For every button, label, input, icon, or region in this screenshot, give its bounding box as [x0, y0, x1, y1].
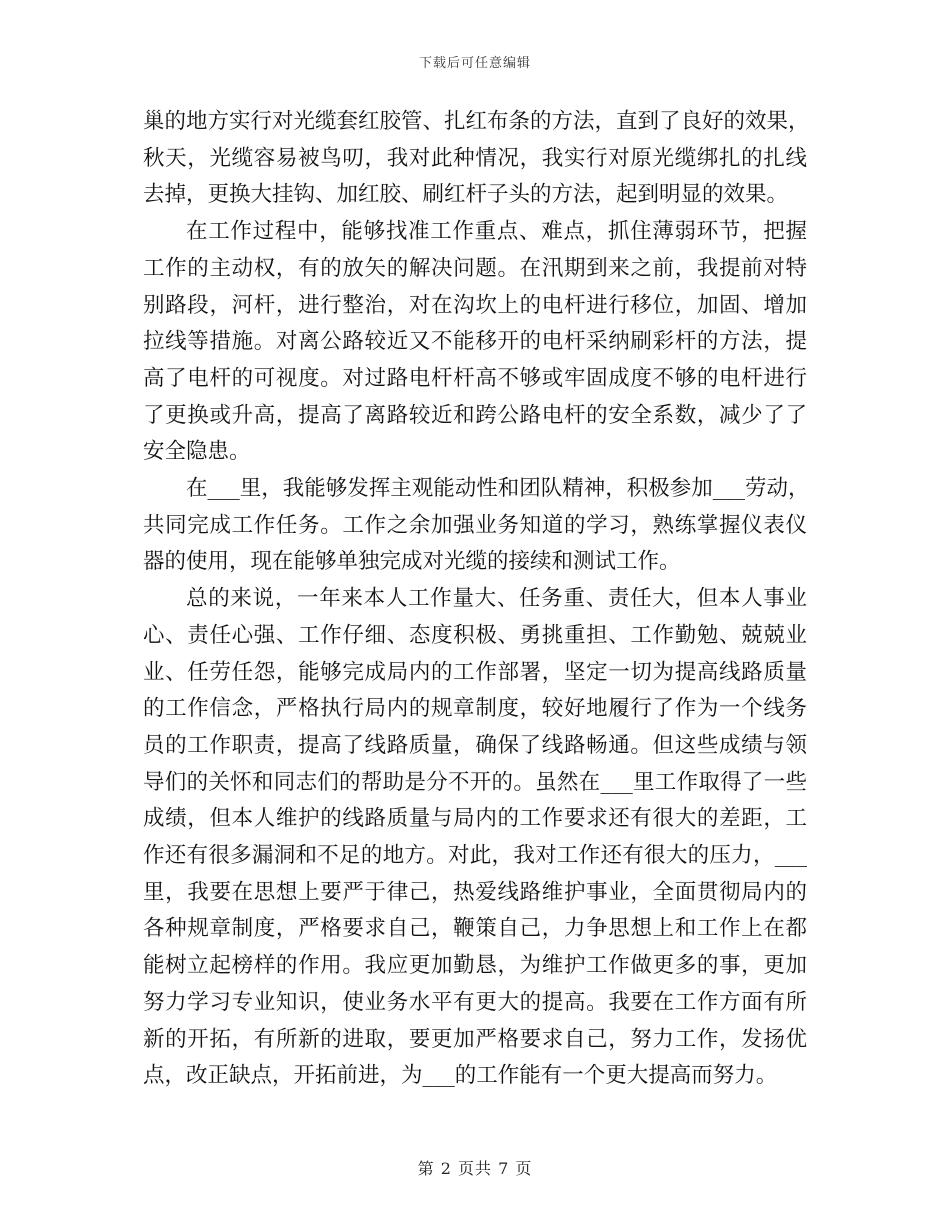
text-line: 的工作信念，严格执行局内的规章制度，较好地履行了作为一个线务: [143, 696, 807, 722]
text-line: 高了电杆的可视度。对过路电杆杆高不够或牢固成度不够的电杆进行: [143, 365, 807, 391]
text-line: 总的来说，一年来本人工作量大、任务重、责任大，但本人事业: [186, 586, 807, 612]
text-line: 里，我要在思想上要严于律己，热爱线路维护事业，全面贯彻局内的: [143, 879, 807, 905]
text-line: 工作的主动权，有的放矢的解决问题。在汛期到来之前，我提前对特: [143, 255, 807, 281]
text-line: 员的工作职责，提高了线路质量，确保了线路畅通。但这些成绩与领: [143, 732, 807, 758]
text-line: 安全隐患。: [143, 439, 251, 465]
text-line: 各种规章制度，严格要求自己，鞭策自己，力争思想上和工作上在都: [143, 916, 807, 942]
text-line: 共同完成工作任务。工作之余加强业务知道的学习，熟练掌握仪表仪: [143, 512, 807, 538]
text-line: 成绩，但本人维护的线路质量与局内的工作要求还有很大的差距，工: [143, 806, 807, 832]
page-header: 下载后可任意编辑: [418, 56, 531, 71]
text-line: 新的开拓，有所新的进取，要更加严格要求自己，努力工作，发扬优: [143, 1026, 807, 1052]
text-line: 在工作过程中，能够找准工作重点、难点，抓住薄弱环节，把握: [186, 219, 807, 245]
text-line: 拉线等措施。对离公路较近又不能移开的电杆采纳刷彩杆的方法，提: [143, 329, 807, 355]
text-line: 作还有很多漏洞和不足的地方。对此，我对工作还有很大的压力，___: [143, 843, 807, 869]
text-line: 心、责任心强、工作仔细、态度积极、勇挑重担、工作勤勉、兢兢业: [143, 622, 807, 648]
text-line: 业、任劳任怨，能够完成局内的工作部署，坚定一切为提高线路质量: [143, 659, 807, 685]
text-line: 在___里，我能够发挥主观能动性和团队精神，积极参加___劳动，: [186, 476, 810, 502]
text-line: 导们的关怀和同志们的帮助是分不开的。虽然在___里工作取得了一些: [143, 769, 807, 795]
page-number-footer: 第 2 页共 7 页: [417, 1159, 533, 1178]
text-line: 去掉，更换大挂钩、加红胶、刷红杆子头的方法，起到明显的效果。: [143, 182, 789, 208]
text-line: 点，改正缺点，开拓前进，为___的工作能有一个更大提高而努力。: [143, 1063, 778, 1089]
text-line: 能树立起榜样的作用。我应更加勤恳，为维护工作做更多的事，更加: [143, 953, 807, 979]
paragraph-1: [143, 104, 810, 214]
text-line: 别路段，河杆，进行整治，对在沟坎上的电杆进行移位，加固、增加: [143, 292, 807, 318]
paragraph-4: [143, 581, 807, 1095]
text-line: 器的使用，现在能够单独完成对光缆的接续和测试工作。: [143, 549, 681, 575]
text-line: 秋天，光缆容易被鸟叨，我对此种情况，我实行对原光缆绑扎的扎线: [143, 145, 807, 171]
text-line: 努力学习专业知识，使业务水平有更大的提高。我要在工作方面有所: [143, 989, 807, 1015]
document-body: [143, 104, 810, 1095]
paragraph-2: [143, 214, 807, 471]
text-line: 巢的地方实行对光缆套红胶管、扎红布条的方法，直到了良好的效果，: [143, 109, 810, 134]
paragraph-3: [143, 471, 810, 581]
text-line: 了更换或升高，提高了离路较近和跨公路电杆的安全系数，减少了了: [143, 402, 807, 428]
